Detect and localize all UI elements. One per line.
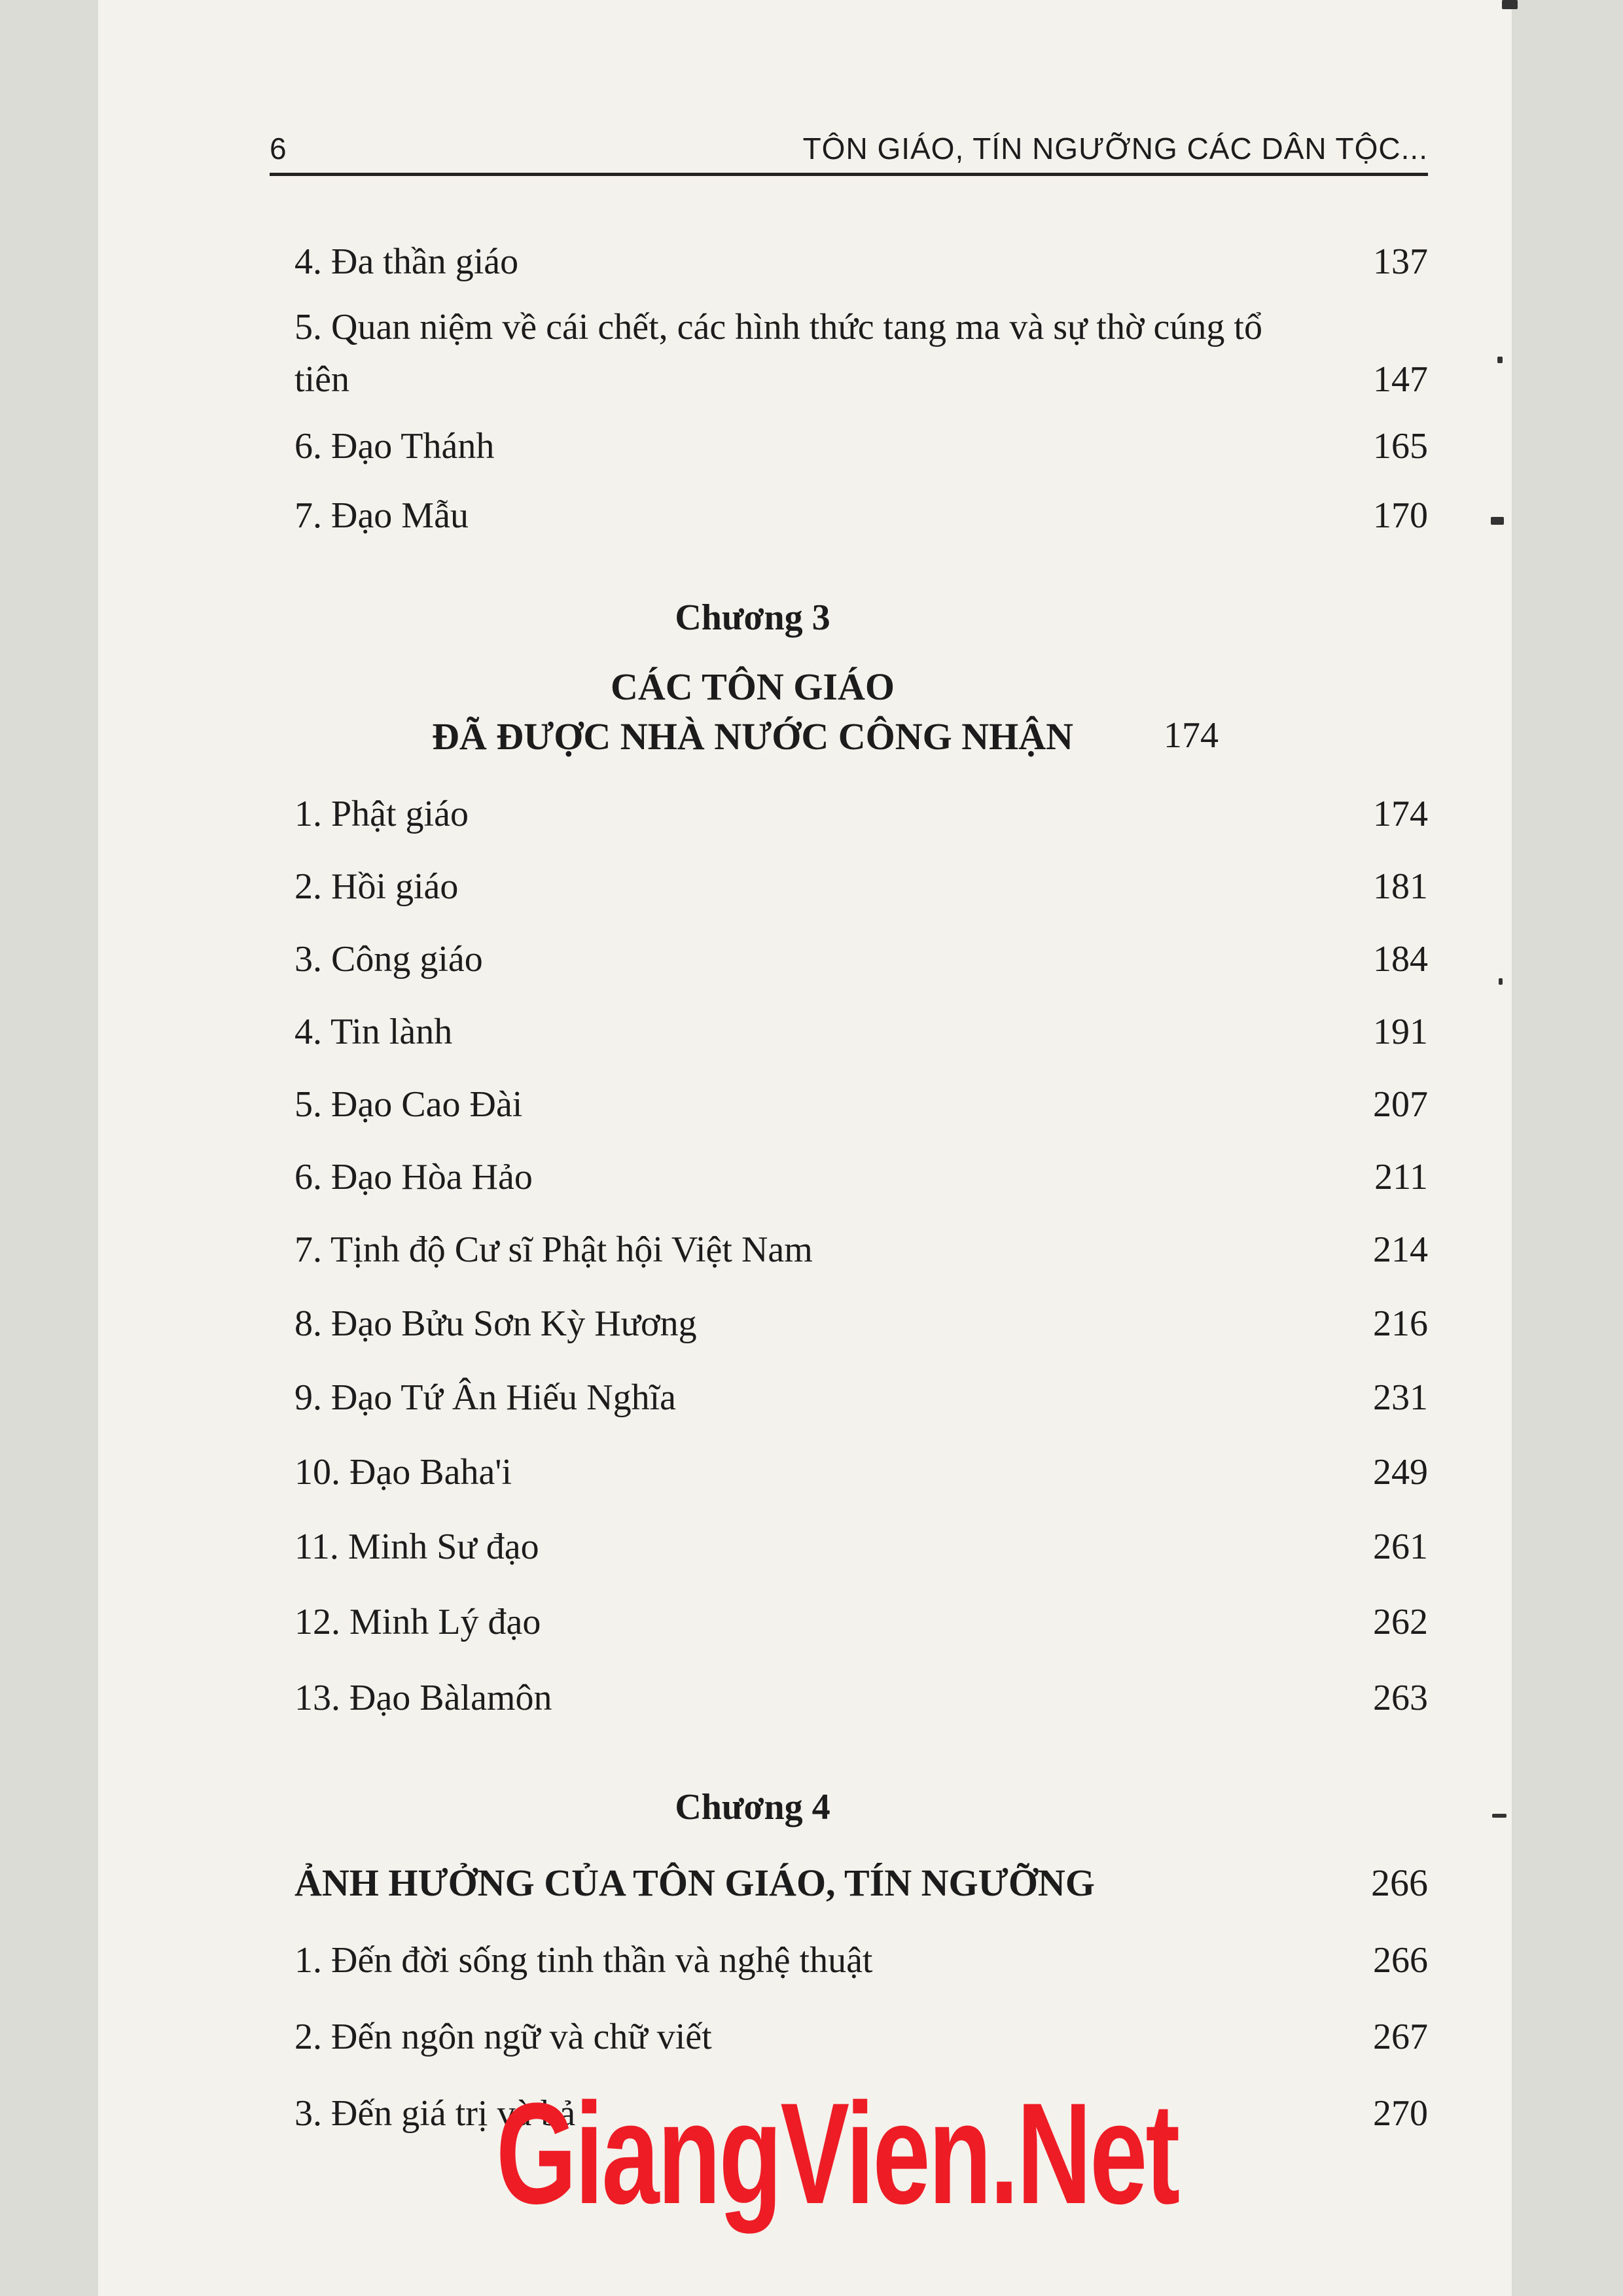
chapter-3-label: Chương 3 [675,597,830,638]
running-title: TÔN GIÁO, TÍN NGƯỠNG CÁC DÂN TỘC... [802,132,1428,166]
toc-entry-title: 10. Đạo Baha'i [294,1452,512,1492]
scan-speck [1491,517,1504,525]
toc-entry-page: 270 [1373,2093,1428,2134]
toc-entry-title: 7. Tịnh độ Cư sĩ Phật hội Việt Nam [294,1229,813,1270]
toc-entry-title: 5. Quan niệm về cái chết, các hình thức tang ma và sự thờ cúng tổ tiên [294,307,1262,400]
toc-entry-page: 174 [1373,794,1428,834]
toc-entry-page: 184 [1373,939,1428,980]
toc-entry-title: 2. Hồi giáo [294,866,459,907]
toc-entry-title: 6. Đạo Hòa Hảo [294,1157,533,1197]
toc-entry-page: 263 [1373,1678,1428,1718]
toc-entry-page: 249 [1373,1452,1428,1492]
toc-entry-page: 267 [1373,2017,1428,2057]
toc-entry-title: 5. Đạo Cao Đài [294,1084,523,1125]
book-page [98,0,1512,2296]
toc-entry-title: 3. Đến giá trị và bả [294,2093,576,2134]
toc-entry-page: 262 [1373,1602,1428,1642]
toc-entry-title: 1. Đến đời sống tinh thần và nghệ thuật [294,1940,873,1981]
toc-entry-title: 2. Đến ngôn ngữ và chữ viết [294,2017,712,2057]
toc-entry-title: 7. Đạo Mẫu [294,495,469,536]
toc-entry-title: 4. Tin lành [294,1012,453,1052]
toc-entry-page: 191 [1373,1012,1428,1052]
toc-entry-title: 8. Đạo Bửu Sơn Kỳ Hương [294,1303,697,1344]
chapter-4-title: ẢNH HƯỞNG CỦA TÔN GIÁO, TÍN NGƯỠNG [294,1862,1095,1904]
toc-entry-title: 3. Công giáo [294,939,483,980]
scan-speck [1497,357,1503,363]
toc-entry-page: 137 [1373,241,1428,282]
toc-entry-page: 165 [1373,426,1428,467]
watermark-text: GiangVien.Net [496,2073,1179,2234]
toc-entry-page: 214 [1373,1229,1428,1270]
scan-speck [1492,1814,1507,1818]
toc-entry-title: 13. Đạo Bàlamôn [294,1678,552,1718]
toc-entry-page: 207 [1373,1084,1428,1125]
toc-entry-title: 12. Minh Lý đạo [294,1602,541,1642]
page-header [270,118,1428,176]
chapter-3-title-line1: CÁC TÔN GIÁO [611,665,895,708]
toc-entry-title: 11. Minh Sư đạo [294,1527,539,1567]
toc-entry-page: 216 [1373,1303,1428,1344]
toc-entry-title: 6. Đạo Thánh [294,426,495,467]
toc-entry-page: 261 [1373,1527,1428,1567]
scan-speck [1502,0,1518,9]
scan-speck [1499,978,1503,985]
page-number: 6 [270,132,287,166]
toc-entry-page: 211 [1374,1157,1428,1197]
chapter-4-page: 266 [1371,1862,1428,1904]
toc-entry-title: 4. Đa thần giáo [294,241,519,282]
toc-entry-title: 9. Đạo Tứ Ân Hiếu Nghĩa [294,1377,676,1418]
chapter-4-label: Chương 4 [675,1787,830,1828]
chapter-3-page: 174 [1164,715,1219,756]
chapter-3-title-line2: ĐÃ ĐƯỢC NHÀ NƯỚC CÔNG NHẬN [431,715,1074,758]
toc-entry-page: 170 [1373,495,1428,536]
toc-entry-title: 1. Phật giáo [294,794,469,834]
toc-entry-page: 181 [1373,866,1428,907]
toc-entry-page: 231 [1373,1377,1428,1418]
toc-entry-page: 147 [1373,359,1428,400]
toc-entry-page: 266 [1373,1940,1428,1981]
